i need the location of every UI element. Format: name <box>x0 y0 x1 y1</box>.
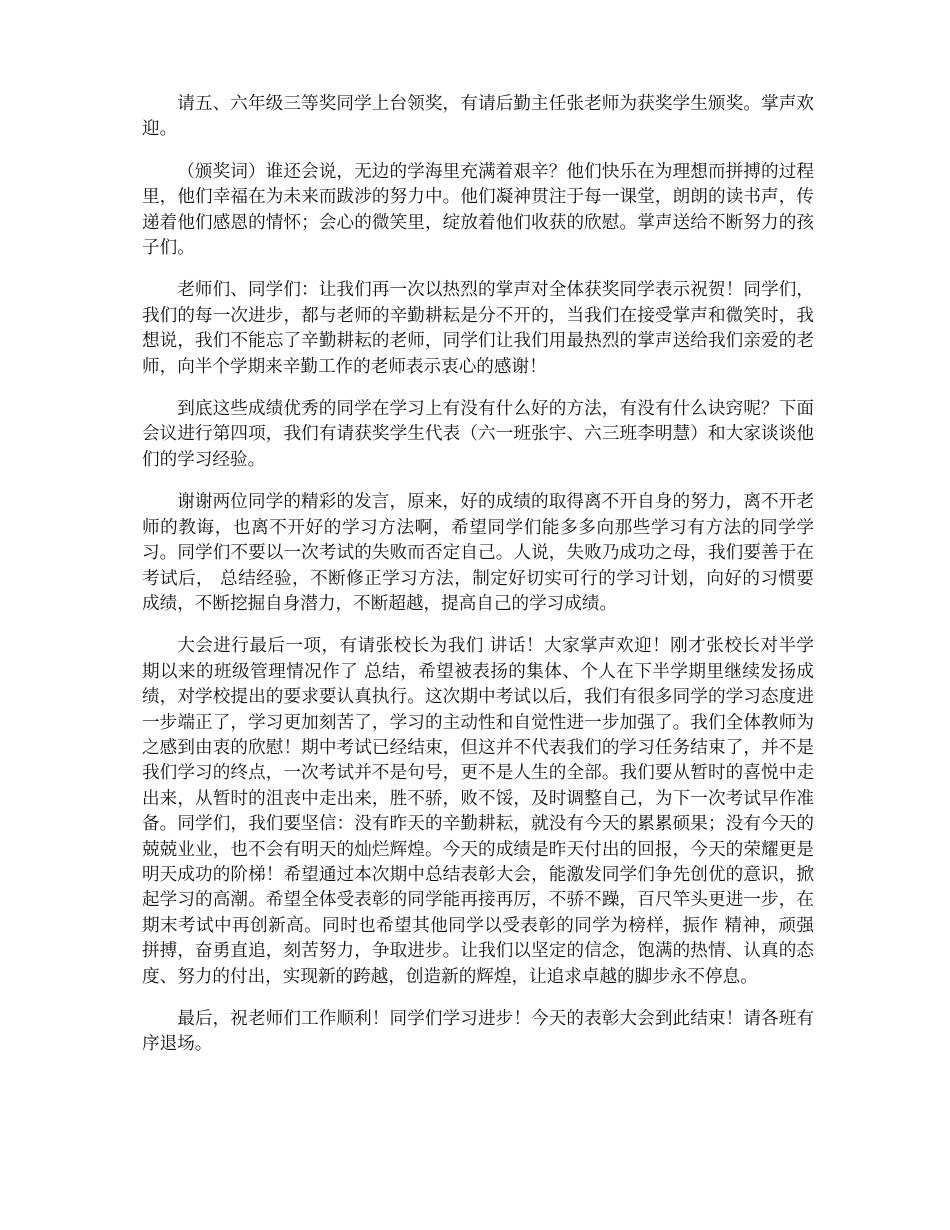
paragraph-award-speech: （颁奖词）谁还会说，无边的学海里充满着艰辛？他们快乐在为理想而拼搏的过程里，他们幸福在为未来而跋涉的努力中。他们凝神贯注于每一课堂，朗朗的读书声，传递着他们感恩的情怀；会心的微笑里，绽放着他们收获的欣慰。掌声送给不断努力的孩子们。 <box>142 161 814 259</box>
paragraph-student-representatives: 到底这些成绩优秀的同学在学习上有没有什么好的方法，有没有什么诀窍呢？下面会议进行第四项，我们有请获奖学生代表（六一班张宇、六三班李明慧）和大家谈谈他们的学习经验。 <box>142 399 814 470</box>
document-body <box>142 92 814 1075</box>
paragraph-closing: 最后，祝老师们工作顺利！同学们学习进步！今天的表彰大会到此结束！请各班有序退场。 <box>142 1009 814 1055</box>
paragraph-thanks-teachers: 老师们、同学们：让我们再一次以热烈的掌声对全体获奖同学表示祝贺！同学们，我们的每一次进步，都与老师的辛勤耕耘是分不开的，当我们在接受掌声和微笑时，我想说，我们不能忘了辛勤耕耘的老师，同学们让我们用最热烈的掌声送给我们亲爱的老师，向半个学期来辛勤工作的老师表示衷心的感谢！ <box>142 280 814 377</box>
paragraph-study-methods: 谢谢两位同学的精彩的发言，原来，好的成绩的取得离不开自身的努力，离不开老师的教诲，也离不开好的学习方法啊，希望同学们能多多向那些学习有方法的同学学习。同学们不要以一次考试的失败而否定自己。人说，失败乃成功之母，我们要善于在考试后， 总结经验，不断修正学习方法，制定好切实可行的学习计划，向好的习惯要成绩，不断挖掘自身潜力，不断超越，提高自己的学习成绩。 <box>142 492 814 614</box>
paragraph-award-ceremony: 请五、六年级三等奖同学上台领奖，有请后勤主任张老师为获奖学生颁奖。掌声欢迎。 <box>142 94 814 140</box>
paragraph-principal-speech: 大会进行最后一项，有请张校长为我们 讲话！大家掌声欢迎！刚才张校长对半学期以来的班级管理情况作了 总结，希望被表扬的集体、个人在下半学期里继续发扬成绩，对学校提出的要求要认真执行。这次期中考试以后，我们有很多同学的学习态度进一步端正了，学习更加刻苦了，学习的主动性和自觉性进一步加强了。我们全体教师为之感到由衷的欣慰！期中考试已经结束，但这并不代表我们的学习任务结束了，并不是我们学习的终点，一次考试并不是句号，更不是人生的全部。我们要从暂时的喜悦中走出来，从暂时的沮丧中走出来，胜不骄，败不馁，及时调整自己，为下一次考试早作准备。同学们，我们要坚信：没有昨天的辛勤耕耘，就没有今天的累累硕果；没有今天的兢兢业业，也不会有明天的灿烂辉煌。今天的成绩是昨天付出的回报，今天的荣耀更是明天成功的阶梯！希望通过本次期中总结表彰大会，能激发同学们争先创优的意识，掀起学习的高潮。希望全体受表彰的同学能再接再厉，不骄不躁，百尺竿头更进一步，在期末考试中再创新高。同时也希望其他同学以受表彰的同学为榜样，振作 精神，顽强拼搏，奋勇直追，刻苦努力，争取进步。让我们以坚定的信念，饱满的热情、认真的态度、努力的付出，实现新的跨越，创造新的辉煌，让追求卓越的脚步永不停息。 <box>142 636 814 987</box>
